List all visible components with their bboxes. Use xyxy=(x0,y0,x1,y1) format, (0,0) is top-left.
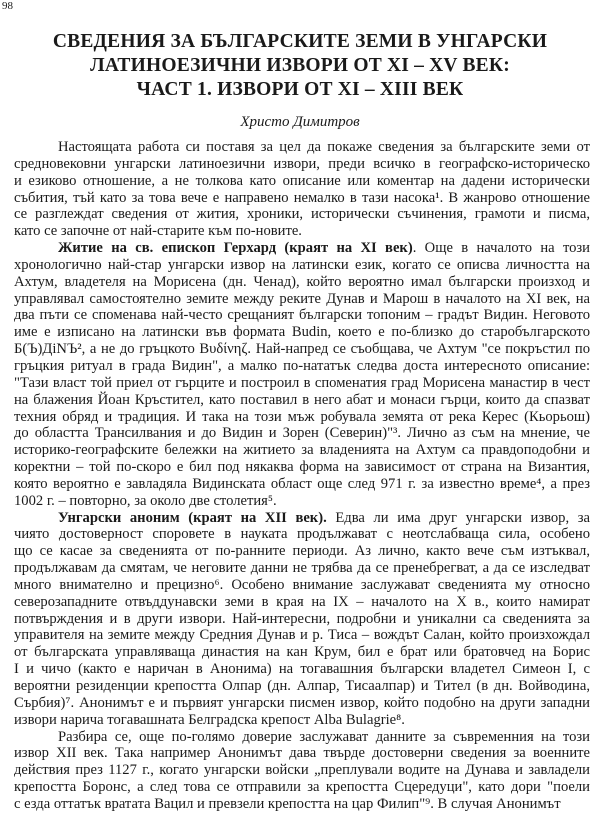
section-heading: Унгарски аноним (краят на XII век). xyxy=(58,509,327,526)
text-line xyxy=(14,560,590,577)
paragraph xyxy=(14,139,590,240)
line-text: крепостта Боронс, а след това се отправили за крепостта Сцередуци", като дори "поели xyxy=(14,779,590,796)
line-text: от българската управляваща династия на кан Крум, бил е брат или братовчед на Борис xyxy=(14,644,590,661)
text-line xyxy=(14,695,590,712)
text-line xyxy=(14,712,590,729)
line-text: и езиково отношение, а не толкова като описание или коментар на дадени исторически xyxy=(14,172,590,189)
paragraph xyxy=(14,240,590,510)
line-text: историко-географските бележки на житието за владенията на Ахтум са правдоподобни и xyxy=(14,442,590,459)
title-line: ЧАСТ 1. ИЗВОРИ ОТ XI – XIII ВЕК xyxy=(136,79,464,100)
line-text: с езда оттатък вратата Вацил и превзели крепостта на цар Филип"⁹. В случая Анонимът xyxy=(14,795,561,812)
line-text: управителя на земите между Средния Дунав и р. Тиса – вождът Салан, който произхождал xyxy=(14,627,590,644)
line-text: средновековни унгарски латиноезични извори, преди всичко в географско-историческо xyxy=(14,155,590,172)
text-line xyxy=(14,543,590,560)
text-line xyxy=(14,375,590,392)
text-line xyxy=(14,307,590,324)
text-line xyxy=(14,190,590,207)
title-line: СВЕДЕНИЯ ЗА БЪЛГАРСКИТЕ ЗЕМИ В УНГАРСКИ xyxy=(52,31,548,52)
text-line xyxy=(14,257,590,274)
line-text: която вероятно е завладяла Видинската област още след 971 г. за известно време⁴, а през xyxy=(14,475,590,492)
paragraph xyxy=(14,729,590,813)
text-line xyxy=(14,442,590,459)
title-line: ЛАТИНОЕЗИЧНИ ИЗВОРИ ОТ XI – XV ВЕК: xyxy=(90,55,510,76)
line-text: "Тази власт той приел от гърците и построил в споменатия град Морисена манастир в чест xyxy=(14,374,590,391)
line-text: потвърждения и в други извори. Най-интересни, подробни и уникални са сведенията за xyxy=(14,610,590,627)
article-title xyxy=(0,30,600,102)
text-line xyxy=(14,779,590,796)
line-text: гръцкия ритуал в града Видин", а малко по-нататък следва доста интересното описание: xyxy=(14,357,590,374)
page-number: 98 xyxy=(2,0,13,12)
line-text: чиято достоверност споровете в науката продължават с неотслабваща сила, особено xyxy=(14,526,590,543)
line-text: продължавам да смятам, че неговите данни не трябва да се пренебрегват, а да се изследват xyxy=(14,560,590,577)
line-text: техния обряд и традиция. И така на този мъж робувала земята от река Керес (Кьорьош) xyxy=(14,408,590,425)
line-text: управлявал самостоятелно земите между реките Дунав и Марош в началото на XI век, на xyxy=(14,290,590,307)
line-text: много внимателно и прецизно⁶. Особено внимание заслужават сведенията му относно xyxy=(14,576,590,593)
line-text: на блажения Йоан Кръстител, като поставил в него абат и монаси гърци, които да спазват xyxy=(14,391,590,408)
line-text: северозападните отвъддунавски земи в края на IX – началото на X в., които намират xyxy=(14,593,590,610)
text-line xyxy=(14,358,590,375)
text-line xyxy=(14,796,590,813)
text-line xyxy=(14,459,590,476)
text-line xyxy=(14,476,590,493)
section-heading: Житие на св. епископ Герхард (краят на XI век) xyxy=(58,240,413,257)
line-text: до областта Трансилвания и до Видин и Зорен (Северин)"³. Лично аз съм на мнение, че xyxy=(14,425,590,442)
text-line xyxy=(14,206,590,223)
text-line xyxy=(14,392,590,409)
line-text: що се касае за сведенията от по-ранните периоди. Аз лично, както вече съм изтъквал, xyxy=(14,543,590,560)
line-text: Сърбия)⁷. Анонимът е и първият унгарски писмен извор, който подобно на други западни xyxy=(14,694,590,711)
line-text: I и чичо (както е наричан в Анонима) на тогавашния български владетел Симеон I, с xyxy=(14,661,590,678)
line-text: 1002 г. – повторно, за около две столетия⁵. xyxy=(14,492,277,509)
line-text: събития, тъй като за това вече е направено немалко в тази насока¹. В жанрово отношение xyxy=(14,189,590,206)
text-line xyxy=(14,291,590,308)
line-text: Б(Ъ)ДiNЪ², а не до гръцкото Βυδίνηζ. Най-напред се съобщава, че Ахтум "се покръстил по xyxy=(14,341,590,358)
text-line xyxy=(14,729,590,746)
text-line xyxy=(14,173,590,190)
text-line xyxy=(14,223,590,240)
line-text: Едва ли има друг унгарски извор, за xyxy=(326,509,590,526)
line-text: като се започне от най-старите към по-новите. xyxy=(14,223,302,240)
text-line xyxy=(14,324,590,341)
text-line xyxy=(14,274,590,291)
text-line xyxy=(14,594,590,611)
line-text: коректни – той по-скоро е бил под някаква форма на зависимост от страна на Византия, xyxy=(14,459,590,476)
line-text: Разбира се, още по-голямо доверие заслужават данните за съвременния на този xyxy=(58,728,590,745)
text-line xyxy=(14,611,590,628)
text-line xyxy=(14,409,590,426)
text-line xyxy=(14,526,590,543)
text-line xyxy=(14,493,590,510)
text-line xyxy=(14,678,590,695)
line-text: Ахтум, владетеля на Морисена (дн. Ченад), който вероятно имал български произход и xyxy=(14,273,590,290)
text-line xyxy=(14,661,590,678)
line-text: два пъти се споменава най-често срещаният български топоним – градът Видин. Неговото xyxy=(14,307,590,324)
text-line xyxy=(14,745,590,762)
text-line xyxy=(14,240,590,257)
text-line xyxy=(14,762,590,779)
article-body xyxy=(14,139,590,813)
line-text: вероятни резиденции крепостта Олпар (дн. Алпар, Тисаалпар) и Тител (в дн. Войводина, xyxy=(14,678,590,694)
line-text: извори нарича тогавашната Белградска крепост Alba Bulagrie⁸. xyxy=(14,711,405,728)
text-line xyxy=(14,341,590,358)
line-text: действия през 1127 г., когато унгарски войски „преплували водите на Дунава и завладели xyxy=(14,762,590,779)
line-text: . Още в началото на този xyxy=(412,240,590,257)
line-text: извор XII век. Така например Анонимът дава твърде достоверни сведения за военните xyxy=(14,745,590,762)
line-text: Настоящата работа си поставя за цел да покаже сведения за българските земи от xyxy=(58,139,590,155)
text-line xyxy=(14,425,590,442)
text-line xyxy=(14,644,590,661)
paragraph xyxy=(14,510,590,729)
text-line xyxy=(14,627,590,644)
text-line xyxy=(14,577,590,594)
text-line xyxy=(14,510,590,527)
line-text: хронологично най-стар унгарски извор на латински език, когато се описва личността на xyxy=(14,256,590,273)
text-line xyxy=(14,156,590,173)
text-line xyxy=(14,139,590,156)
author-name: Христо Димитров xyxy=(240,114,360,130)
line-text: се разглеждат сведения от жития, хроники, исторически съчинения, грамоти и писма, xyxy=(14,206,590,223)
line-text: име е изписано на латински във формата Budin, което е по-близко до старобългарското xyxy=(14,324,590,341)
